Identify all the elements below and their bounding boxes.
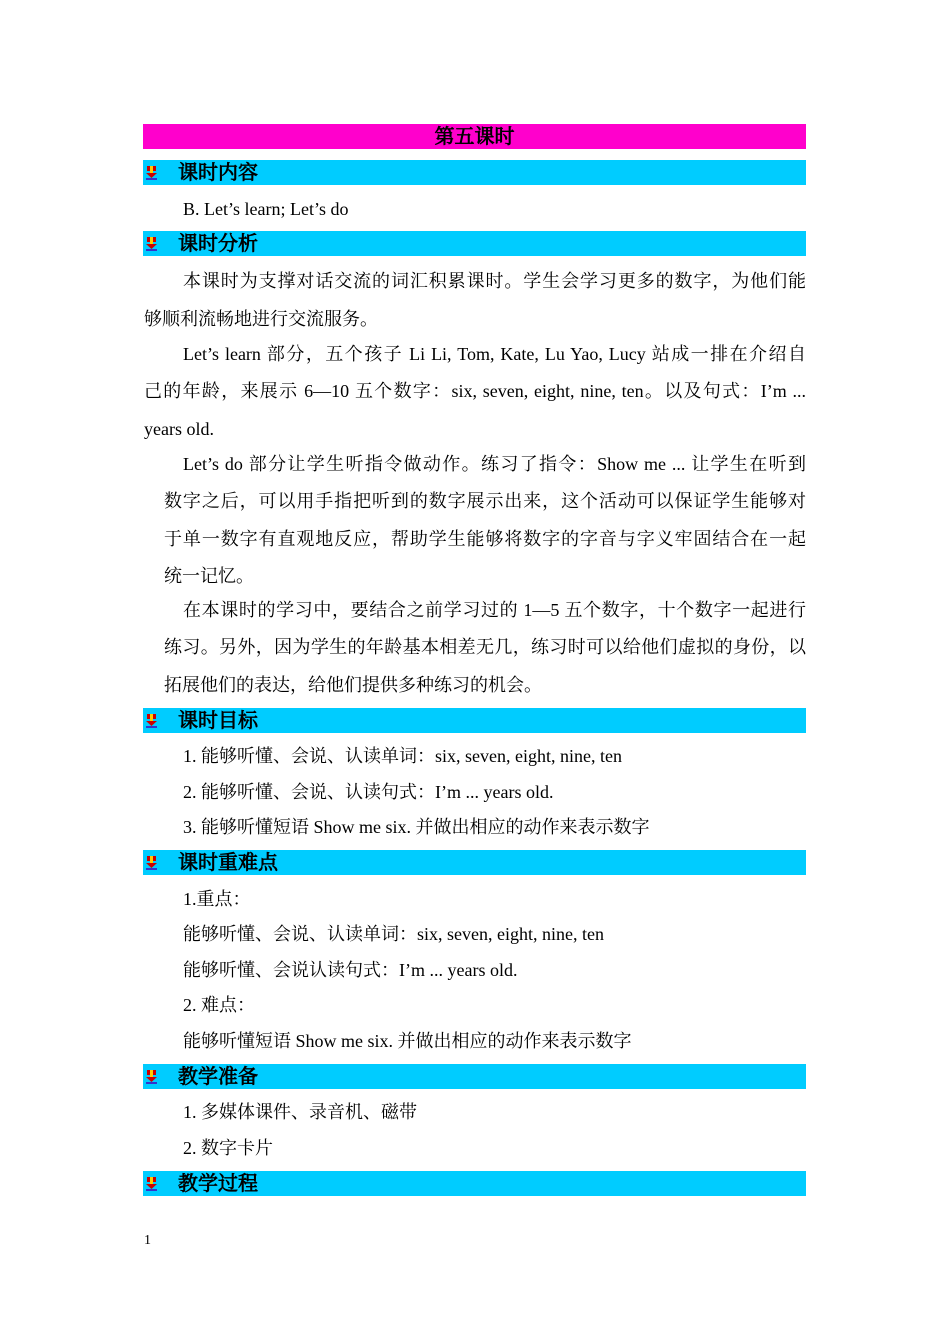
- paragraph-line: Let’s do 部分让学生听指令做动作。练习了指令：Show me ... 让学生在听到: [183, 454, 806, 474]
- bullet-arrow-icon: [145, 856, 159, 870]
- paragraph-line: 1.重点：: [183, 889, 251, 909]
- bullet-arrow-icon: [145, 1177, 159, 1191]
- paragraph-line: 己的年龄，来展示 6—10 五个数字：six, seven, eight, nine, ten。以及句式：I’m ...: [144, 381, 806, 401]
- paragraph-line: 1. 能够听懂、会说、认读单词：six, seven, eight, nine, ten: [183, 746, 622, 766]
- page-number: 1: [144, 1233, 151, 1248]
- paragraph-line: 够顺利流畅地进行交流服务。: [144, 309, 378, 329]
- section-label: 课时内容: [178, 160, 258, 184]
- paragraph-line: 本课时为支撑对话交流的词汇积累课时。学生会学习更多的数字，为他们能: [183, 271, 806, 291]
- section-header-objectives: [143, 708, 806, 733]
- section-header-analysis: [143, 231, 806, 256]
- paragraph-line: 于单一数字有直观地反应，帮助学生能够将数字的字音与字义牢固结合在一起: [164, 529, 806, 549]
- paragraph-line: 在本课时的学习中，要结合之前学习过的 1—5 五个数字，十个数字一起进行: [183, 600, 806, 620]
- paragraph-line: years old.: [144, 419, 214, 439]
- section-label: 教学过程: [178, 1171, 258, 1195]
- bullet-arrow-icon: [145, 166, 159, 180]
- paragraph-line: 能够听懂、会说、认读单词：six, seven, eight, nine, ten: [183, 924, 604, 944]
- section-header-content: [143, 160, 806, 185]
- paragraph-line: 能够听懂短语 Show me six. 并做出相应的动作来表示数字: [183, 1031, 632, 1051]
- paragraph-line: B. Let’s learn; Let’s do: [183, 199, 349, 219]
- section-header-process: [143, 1171, 806, 1196]
- paragraph-line: 2. 能够听懂、会说、认读句式：I’m ... years old.: [183, 782, 554, 802]
- section-header-key-points: [143, 850, 806, 875]
- paragraph-line: 拓展他们的表达，给他们提供多种练习的机会。: [164, 675, 542, 695]
- paragraph-line: 2. 数字卡片: [183, 1138, 273, 1158]
- lesson-title: 第五课时: [143, 124, 806, 149]
- section-header-preparation: [143, 1064, 806, 1089]
- paragraph-line: 1. 多媒体课件、录音机、磁带: [183, 1102, 417, 1122]
- section-label: 课时分析: [178, 231, 258, 255]
- paragraph-line: 统一记忆。: [164, 566, 254, 586]
- bullet-arrow-icon: [145, 1070, 159, 1084]
- bullet-arrow-icon: [145, 237, 159, 251]
- paragraph-line: 3. 能够听懂短语 Show me six. 并做出相应的动作来表示数字: [183, 817, 650, 837]
- bullet-arrow-icon: [145, 714, 159, 728]
- paragraph-line: 数字之后，可以用手指把听到的数字展示出来，这个活动可以保证学生能够对: [164, 491, 806, 511]
- paragraph-line: Let’s learn 部分，五个孩子 Li Li, Tom, Kate, Lu Yao, Lucy 站成一排在介绍自: [183, 344, 806, 364]
- section-label: 课时重难点: [178, 850, 278, 874]
- paragraph-line: 练习。另外，因为学生的年龄基本相差无几，练习时可以给他们虚拟的身份，以: [164, 637, 806, 657]
- section-label: 教学准备: [178, 1064, 258, 1088]
- section-label: 课时目标: [178, 708, 258, 732]
- paragraph-line: 2. 难点：: [183, 995, 255, 1015]
- paragraph-line: 能够听懂、会说认读句式：I’m ... years old.: [183, 960, 518, 980]
